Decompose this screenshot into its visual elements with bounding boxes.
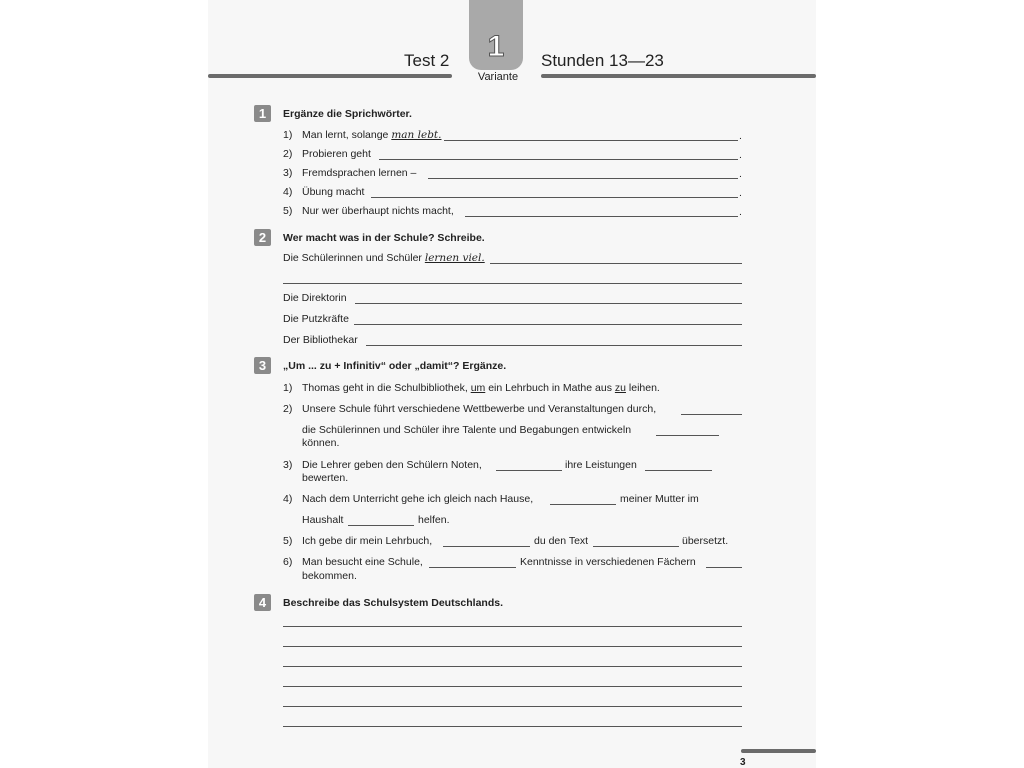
page-number: 3 xyxy=(740,757,746,768)
task-3-item-6-number: 6) xyxy=(283,556,293,568)
answer-line[interactable] xyxy=(354,324,742,325)
task-1-item-4-text: Übung macht xyxy=(302,186,365,198)
task-3-item-1-number: 1) xyxy=(283,382,293,394)
task-3-item-4-line-2a: Haushalt xyxy=(302,514,344,526)
blank-line[interactable] xyxy=(681,414,742,415)
period: . xyxy=(739,130,742,142)
header-bar-right xyxy=(541,74,816,78)
writing-line[interactable] xyxy=(283,706,742,707)
answer-line[interactable] xyxy=(379,159,738,160)
task-3-item-4-part-a: Nach dem Unterricht gehe ich gleich nach Hause, xyxy=(302,493,534,505)
text-part: ein Lehrbuch in Mathe aus xyxy=(488,382,612,394)
handwritten-answer: lernen viel. xyxy=(424,252,485,264)
writing-line[interactable] xyxy=(283,686,742,687)
header-bar-left xyxy=(208,74,452,78)
task-2-title: Wer macht was in der Schule? Schreibe. xyxy=(283,232,485,244)
task-3-item-3-line-2: bewerten. xyxy=(302,472,349,484)
task-2-row-4: Der Bibliothekar xyxy=(283,334,358,346)
blank-line[interactable] xyxy=(429,567,516,568)
variant-tab xyxy=(469,0,523,70)
blank-line[interactable] xyxy=(443,546,530,547)
task-4-title: Beschreibe das Schulsystem Deutschlands. xyxy=(283,597,504,609)
variant-label: Variante xyxy=(477,71,519,83)
task-4-badge: 4 xyxy=(254,594,271,611)
test-title: Test 2 xyxy=(404,51,450,70)
task-3-item-5-part-b: du den Text xyxy=(534,535,589,547)
answer-line[interactable] xyxy=(355,303,742,304)
task-3-title: „Um ... zu + Infinitiv“ oder „damit“? Ergänze. xyxy=(283,360,507,372)
task-3-item-2-line-3: können. xyxy=(302,437,340,449)
task-1-item-4-number: 4) xyxy=(283,186,293,198)
text-part: Thomas geht in die Schulbibliothek, xyxy=(302,382,468,394)
task-3-item-6-part-b: Kenntnisse in verschiedenen Fächern xyxy=(520,556,696,568)
writing-line[interactable] xyxy=(283,646,742,647)
writing-line[interactable] xyxy=(283,626,742,627)
period: . xyxy=(739,206,742,218)
blank-line[interactable] xyxy=(550,504,616,505)
task-3-item-3-number: 3) xyxy=(283,459,293,471)
item-text: Man lernt, solange xyxy=(302,129,389,141)
task-3-item-5-number: 5) xyxy=(283,535,293,547)
task-3-item-2-number: 2) xyxy=(283,403,293,415)
blank-line[interactable] xyxy=(645,470,712,471)
um-answer: um xyxy=(470,382,486,394)
task-1-item-1-number: 1) xyxy=(283,129,293,141)
task-3-item-1-text xyxy=(302,382,660,395)
task-3-item-2-line-2: die Schülerinnen und Schüler ihre Talente und Begabungen entwickeln xyxy=(302,424,632,436)
blank-line[interactable] xyxy=(348,525,414,526)
period: . xyxy=(739,168,742,180)
task-1-item-3-text: Fremdsprachen lernen – xyxy=(302,167,417,179)
task-2-row-3: Die Putzkräfte xyxy=(283,313,349,325)
task-3-item-3-part-a: Die Lehrer geben den Schülern Noten, xyxy=(302,459,482,471)
task-2-badge: 2 xyxy=(254,229,271,246)
text-part: leihen. xyxy=(628,382,660,394)
task-3-item-5-part-c: übersetzt. xyxy=(682,535,729,547)
footer-bar xyxy=(741,749,816,753)
task-3-item-3-part-b: ihre Leistungen xyxy=(565,459,637,471)
variant-number: 1 xyxy=(487,30,505,63)
task-3-item-6-line-2: bekommen. xyxy=(302,570,357,582)
task-1-badge: 1 xyxy=(254,105,271,122)
task-1-item-5-text: Nur wer überhaupt nichts macht, xyxy=(302,205,454,217)
period: . xyxy=(739,149,742,161)
blank-line[interactable] xyxy=(496,470,562,471)
answer-line[interactable] xyxy=(490,263,742,264)
lessons-title: Stunden 13—23 xyxy=(541,51,664,70)
task-3-item-4-line-2b: helfen. xyxy=(418,514,450,526)
blank-line[interactable] xyxy=(706,567,742,568)
answer-line[interactable] xyxy=(428,178,738,179)
task-3-item-4-number: 4) xyxy=(283,493,293,505)
answer-line[interactable] xyxy=(444,140,738,141)
task-1-item-1-text xyxy=(302,129,441,142)
task-3-badge: 3 xyxy=(254,357,271,374)
task-1-item-2-number: 2) xyxy=(283,148,293,160)
task-2-row-1 xyxy=(283,252,485,265)
answer-line[interactable] xyxy=(465,216,738,217)
task-2-row-2: Die Direktorin xyxy=(283,292,347,304)
task-3-item-2-line-1: Unsere Schule führt verschiedene Wettbewerbe und Veranstaltungen durch, xyxy=(302,403,657,415)
task-1-item-3-number: 3) xyxy=(283,167,293,179)
zu-answer: zu xyxy=(614,382,626,394)
period: . xyxy=(739,187,742,199)
blank-line[interactable] xyxy=(593,546,679,547)
writing-line[interactable] xyxy=(283,726,742,727)
task-1-title: Ergänze die Sprichwörter. xyxy=(283,108,412,120)
task-3-item-5-part-a: Ich gebe dir mein Lehrbuch, xyxy=(302,535,433,547)
task-1-item-2-text: Probieren geht xyxy=(302,148,371,160)
row-text: Die Schülerinnen und Schüler xyxy=(283,252,422,264)
writing-line[interactable] xyxy=(283,666,742,667)
answer-line[interactable] xyxy=(371,197,738,198)
answer-line[interactable] xyxy=(283,283,742,284)
task-3-item-4-part-b: meiner Mutter im xyxy=(620,493,699,505)
task-1-item-5-number: 5) xyxy=(283,205,293,217)
handwritten-answer: man lebt. xyxy=(391,129,442,141)
blank-line[interactable] xyxy=(656,435,719,436)
task-3-item-6-part-a: Man besucht eine Schule, xyxy=(302,556,423,568)
answer-line[interactable] xyxy=(366,345,742,346)
